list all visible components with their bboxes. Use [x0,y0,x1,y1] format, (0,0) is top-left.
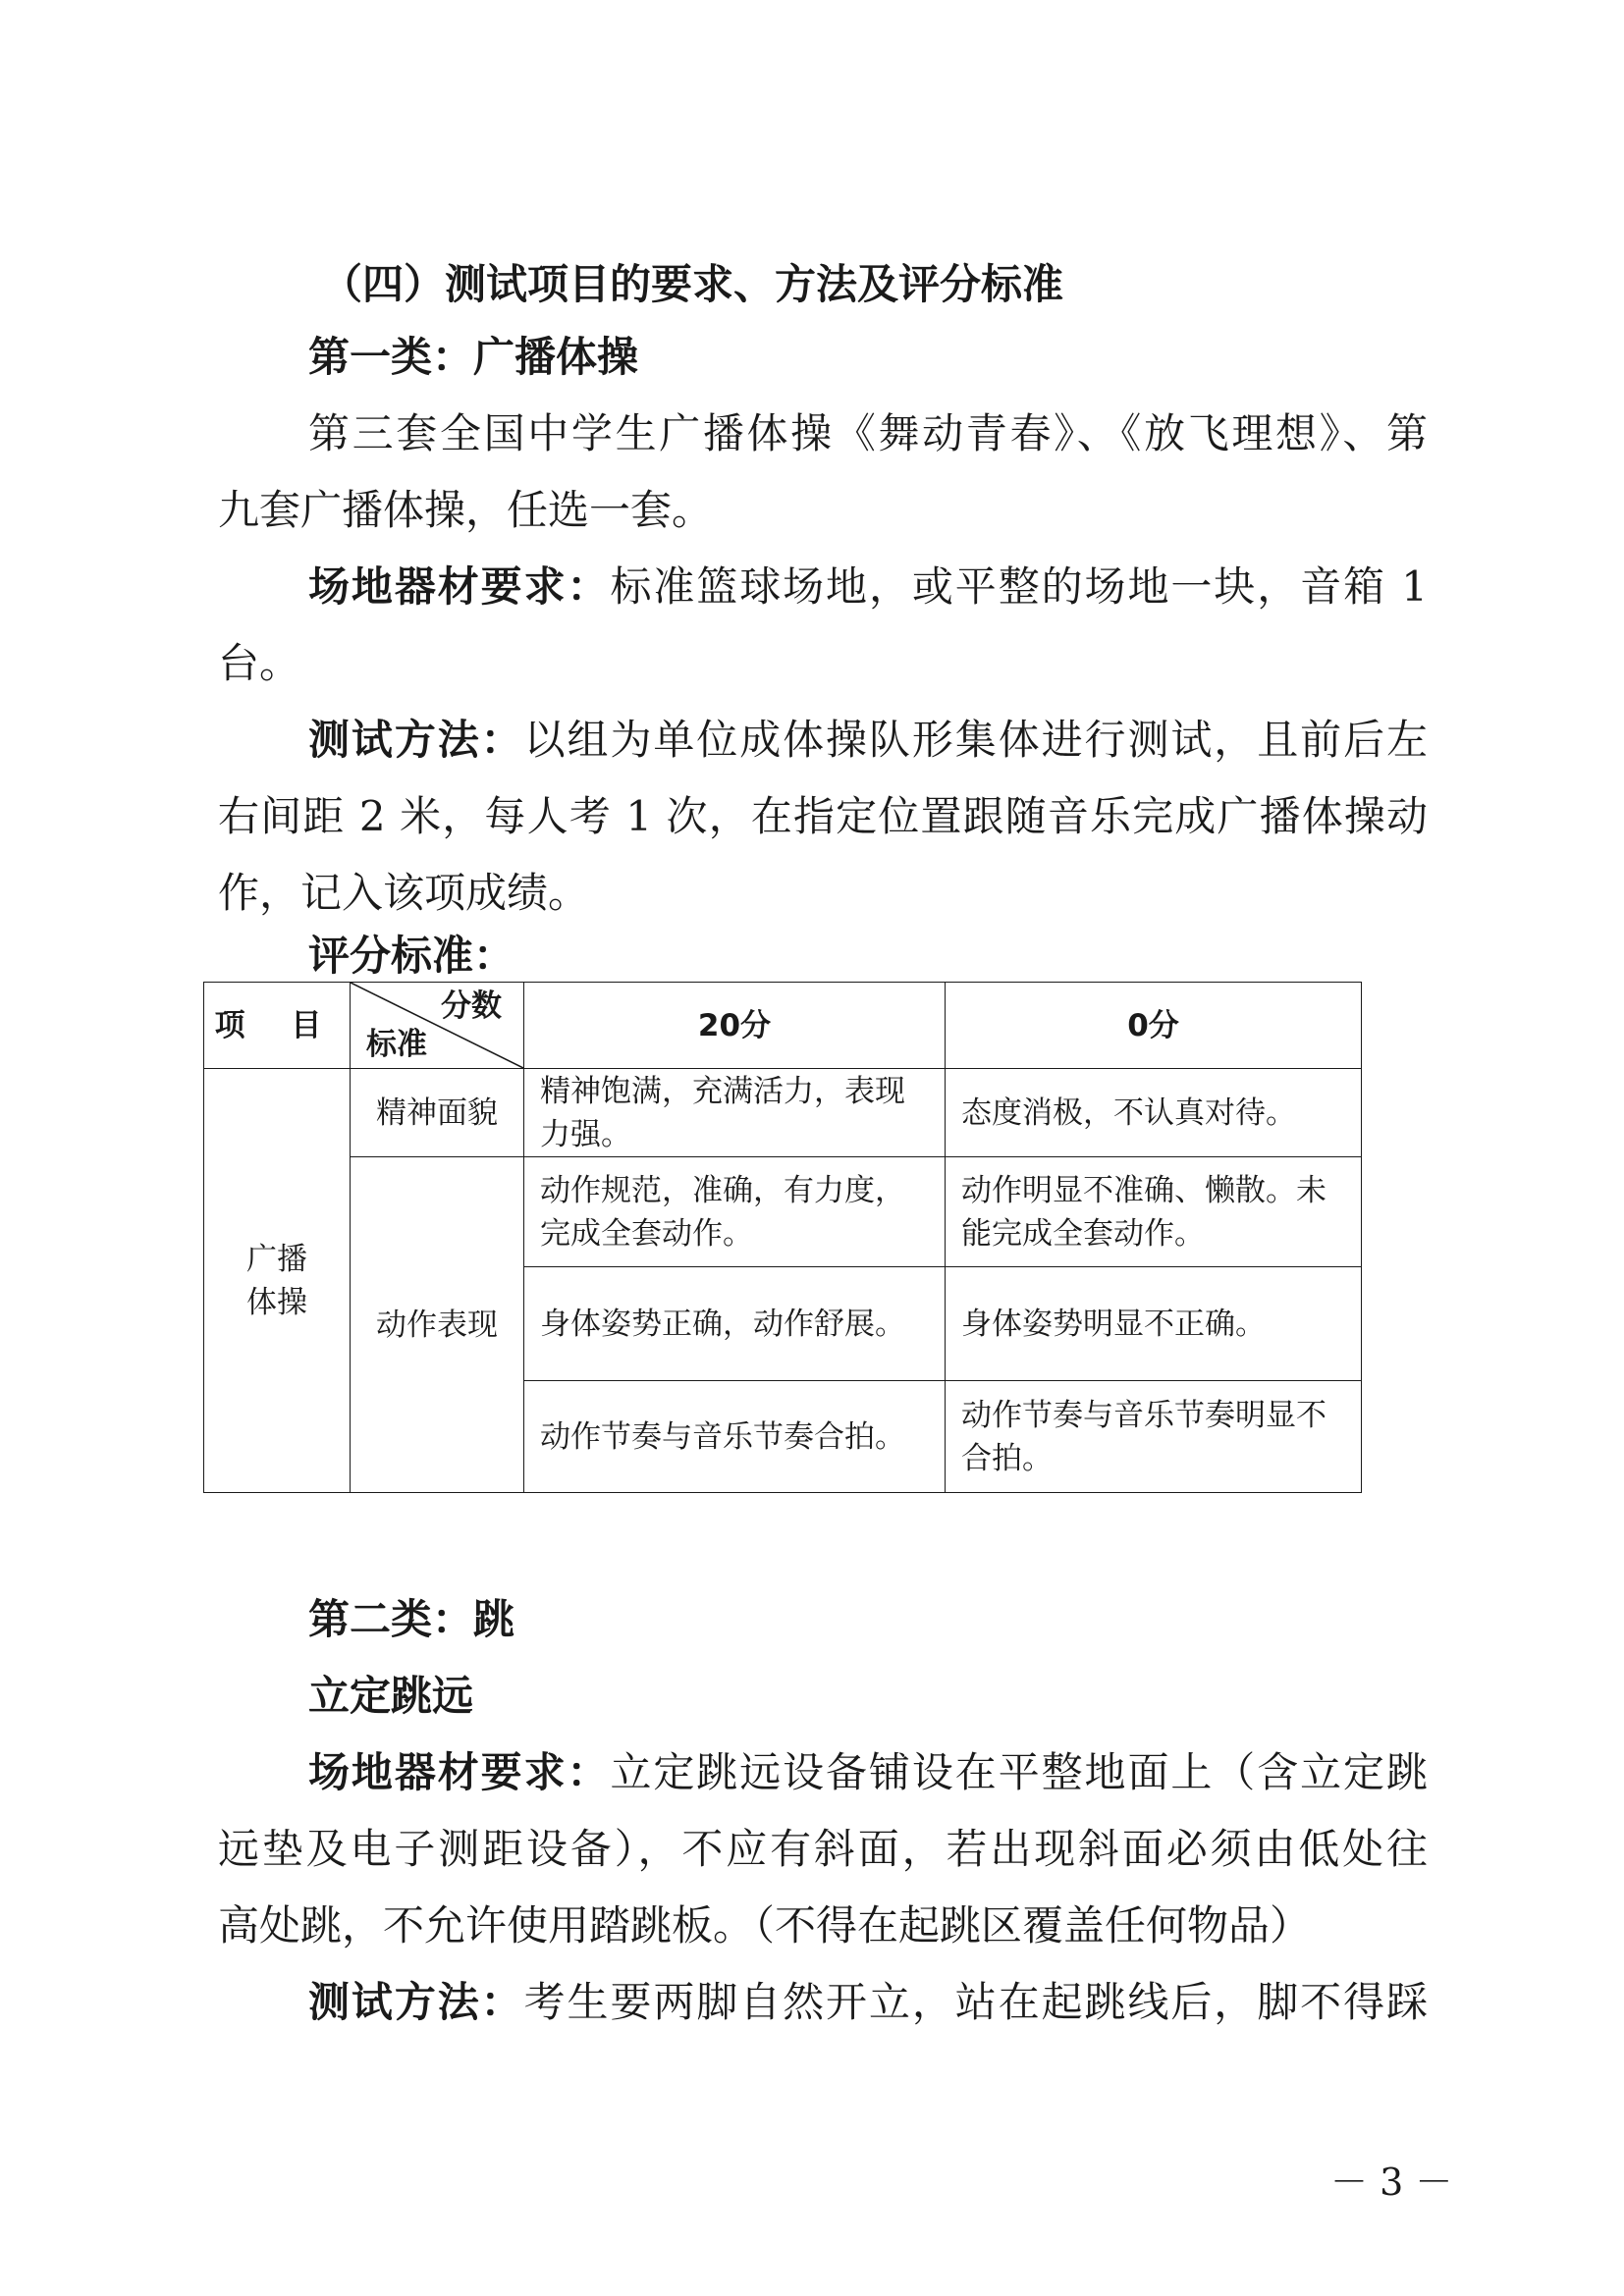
cat2-equipment-line-1 [308,1745,1428,1800]
cat1-method-line-2: 右间距 2 米，每人考 1 次，在指定位置跟随音乐完成广播体操动 [218,792,1428,840]
standing-long-jump-title: 立定跳远 [308,1672,474,1720]
standard-cell: 动作表现 [351,1157,524,1493]
project-cell: 广播体操 [204,1069,351,1493]
category-2-heading: 第二类：跳 [308,1595,515,1643]
method-label: 测试方法： [308,1978,524,2026]
equipment-label: 场地器材要求： [308,562,611,611]
header-standard-label: 标准 [366,1027,427,1062]
score-0-cell: 动作节奏与音乐节奏明显不合拍。 [946,1381,1362,1493]
standard-cell: 精神面貌 [351,1069,524,1157]
score-20-cell: 动作节奏与音乐节奏合拍。 [524,1381,946,1493]
method-text: 以组为单位成体操队形集体进行测试，且前后左 [523,716,1428,764]
cat2-equipment-line-2: 远垫及电子测距设备），不应有斜面，若出现斜面必须由低处往 [218,1825,1428,1873]
table-header-row [204,983,1362,1069]
cat2-method-line-1 [308,1975,1428,2030]
header-diagonal-cell [351,983,524,1069]
header-score-label: 分数 [441,988,502,1024]
score-0-cell: 身体姿势明显不正确。 [946,1267,1362,1381]
section-title: （四）测试项目的要求、方法及评分标准 [321,260,1064,308]
score-0-cell: 动作明显不准确、懒散。未能完成全套动作。 [946,1157,1362,1267]
scoring-standard-label: 评分标准： [308,932,515,980]
equipment-label: 场地器材要求： [308,1748,611,1796]
cat2-equipment-line-3: 高处跳，不允许使用踏跳板。（不得在起跳区覆盖任何物品） [218,1901,1312,1949]
equipment-text: 标准篮球场地，或平整的场地一块，音箱 1 [610,562,1428,611]
cat1-method-line-1 [308,713,1428,768]
table-row [204,1157,1362,1267]
method-label: 测试方法： [308,716,524,764]
score-20-cell: 动作规范，准确，有力度，完成全套动作。 [524,1157,946,1267]
cat1-equipment-line-2: 台。 [218,639,301,687]
scoring-table [203,982,1362,1493]
header-20-points: 20分 [524,983,946,1069]
cat1-equipment-line-1 [308,560,1428,614]
page-number: － 3 － [1330,2161,1453,2204]
equipment-text: 立定跳远设备铺设在平整地面上（含立定跳 [610,1748,1428,1796]
header-item: 项 目 [204,983,351,1069]
category-1-heading: 第一类：广播体操 [308,333,639,381]
table-row [204,1069,1362,1157]
score-0-cell: 态度消极，不认真对待。 [946,1069,1362,1157]
cat1-intro-line-1: 第三套全国中学生广播体操《舞动青春》、《放飞理想》、第 [308,409,1428,457]
cat1-method-line-3: 作，记入该项成绩。 [218,869,590,917]
score-20-cell: 身体姿势正确，动作舒展。 [524,1267,946,1381]
method-text: 考生要两脚自然开立，站在起跳线后，脚不得踩 [523,1978,1428,2026]
cat1-intro-line-2: 九套广播体操，任选一套。 [218,486,714,534]
score-20-cell: 精神饱满，充满活力，表现力强。 [524,1069,946,1157]
header-0-points: 0分 [946,983,1362,1069]
